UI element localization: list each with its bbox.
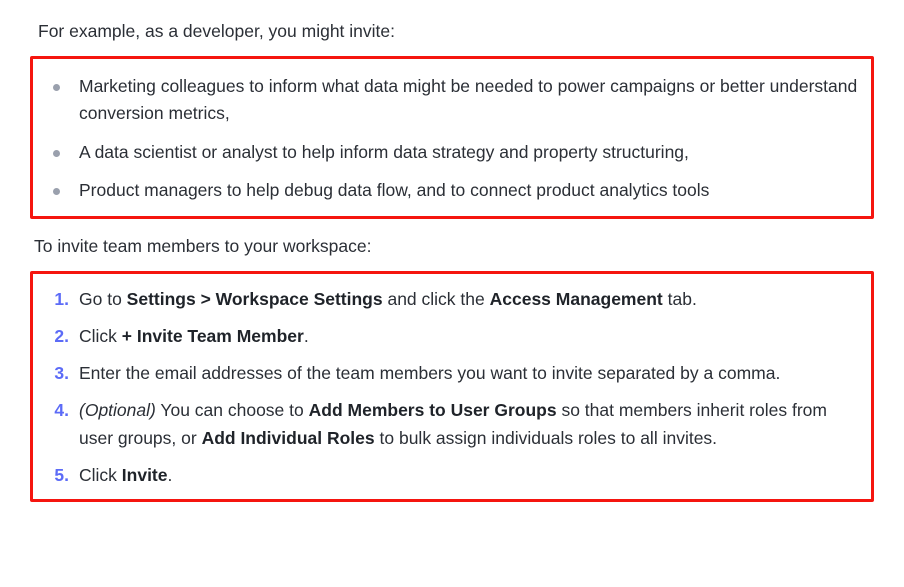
bullet-dot-icon [53, 188, 60, 195]
list-item [43, 139, 861, 166]
intro-paragraph: For example, as a developer, you might invite: [38, 21, 395, 41]
bullet-dot-icon [53, 84, 60, 91]
lead-paragraph: To invite team members to your workspace: [34, 235, 372, 256]
list-item [43, 177, 861, 204]
list-item-text: Product managers to help debug data flow, and to connect product analytics tools [79, 179, 710, 200]
step-number: 1. [54, 289, 69, 309]
list-item [43, 73, 861, 127]
step-number: 2. [54, 326, 69, 347]
step-text: Enter the email addresses of the team members you want to invite separated by a comma. [79, 363, 781, 384]
list-item-text: A data scientist or analyst to help inform data strategy and property structuring, [79, 141, 689, 162]
list-item [43, 397, 861, 451]
step-text: Click Invite. [79, 464, 173, 485]
examples-list [43, 73, 861, 204]
list-item [43, 462, 861, 489]
step-number: 4. [54, 400, 69, 421]
bullet-dot-icon [53, 150, 60, 157]
step-text: Go to Settings > Workspace Settings and click the Access Management tab. [79, 289, 697, 309]
examples-highlight-box [30, 56, 874, 219]
list-item [43, 323, 861, 350]
step-text: (Optional) You can choose to Add Members to User Groups so that members inherit roles from user groups, or Add Individual Roles to bulk assign individuals roles to all invites. [79, 400, 827, 448]
list-item [43, 286, 861, 313]
list-item [43, 360, 861, 387]
steps-list [43, 286, 861, 489]
step-number: 5. [54, 464, 69, 485]
list-item-text: Marketing colleagues to inform what data might be needed to power campaigns or better understand conversion metrics, [79, 76, 858, 124]
step-number: 3. [54, 363, 69, 384]
steps-highlight-box [30, 271, 874, 502]
step-text: Click + Invite Team Member. [79, 326, 309, 347]
